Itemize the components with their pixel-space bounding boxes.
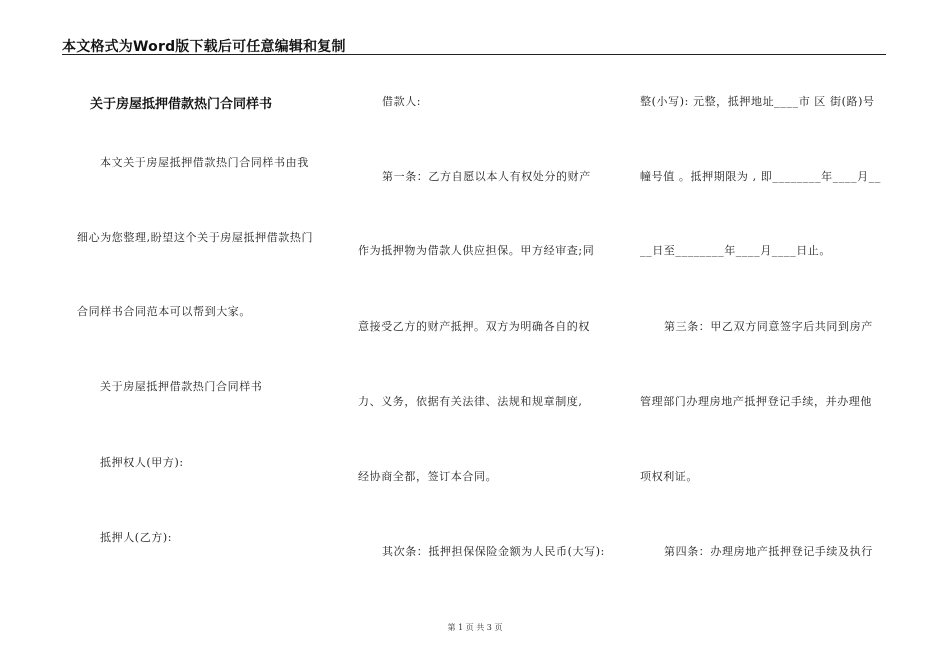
paragraph-line: 抵押人(乙方): bbox=[100, 531, 173, 544]
paragraph-line: 力、义务，依据有关法律、法规和规章制度, bbox=[358, 395, 583, 408]
paragraph-line: 关于房屋抵押借款热门合同样书 bbox=[100, 380, 263, 393]
paragraph-line: 管理部门办理房地产抵押登记手续，并办理他 bbox=[640, 395, 872, 408]
paragraph-line: 第三条：甲乙双方同意签字后共同到房产 bbox=[664, 320, 873, 333]
paragraph-line: 抵押权人(甲方): bbox=[100, 456, 184, 469]
paragraph-line: 其次条：抵押担保保险金额为人民币(大写): bbox=[382, 545, 605, 558]
paragraph-line: 第四条：办理房地产抵押登记手续及执行 bbox=[664, 545, 873, 558]
paragraph-line: 整(小写): 元整，抵押地址____市 区 街(路)号 bbox=[640, 95, 875, 108]
paragraph-line: 作为抵押物为借款人供应担保。甲方经审查;同 bbox=[358, 244, 595, 257]
document-title: 关于房屋抵押借款热门合同样书 bbox=[90, 97, 273, 112]
paragraph-line: 借款人: bbox=[382, 95, 422, 108]
paragraph-line: 幢号值 。抵押期限为 , 即________年____月__ bbox=[640, 170, 881, 183]
header-divider bbox=[62, 54, 886, 55]
paragraph-line: 经协商全都，签订本合同。 bbox=[358, 470, 498, 483]
page-number: 第 1 页 共 3 页 bbox=[447, 623, 503, 632]
paragraph-line: 合同样书合同范本可以帮到大家。 bbox=[77, 305, 251, 318]
paragraph-line: 细心为您整理,盼望这个关于房屋抵押借款热门 bbox=[77, 231, 314, 244]
paragraph-line: 项权利证。 bbox=[640, 470, 698, 483]
paragraph-line: 意接受乙方的财产抵押。双方为明确各自的权 bbox=[358, 320, 590, 333]
header-title: 本文格式为Word版下载后可任意编辑和复制 bbox=[62, 39, 346, 55]
paragraph-line: __日至________年____月____日止。 bbox=[640, 244, 831, 257]
paragraph-line: 本文关于房屋抵押借款热门合同样书由我 bbox=[100, 156, 309, 169]
paragraph-line: 第一条：乙方自愿以本人有权处分的财产 bbox=[382, 170, 591, 183]
